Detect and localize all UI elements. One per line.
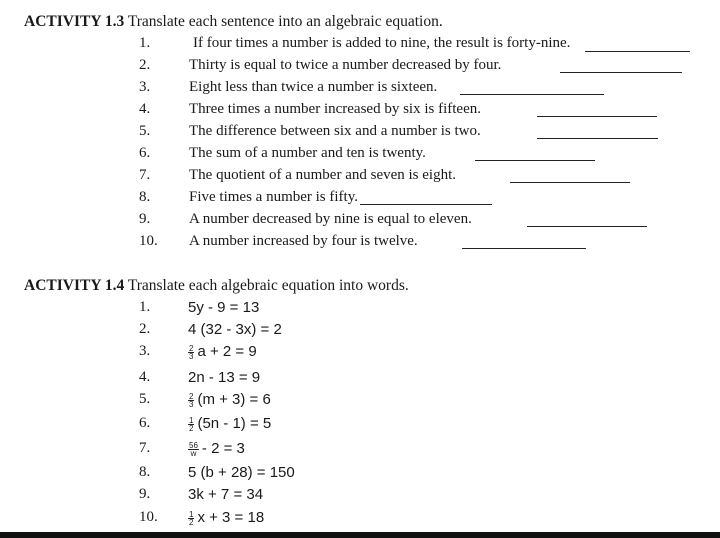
fraction-denominator: w (190, 448, 197, 458)
answer-line[interactable] (475, 160, 595, 161)
fraction (188, 511, 194, 526)
fraction-denominator: 3 (189, 351, 194, 361)
item-number: 2. (139, 57, 151, 73)
list-item (0, 167, 720, 187)
item-number: 9. (139, 211, 151, 227)
fraction-numerator: 1 (189, 415, 194, 425)
fraction (188, 393, 194, 408)
item-number: 9. (139, 486, 151, 502)
fraction-numerator: 2 (189, 391, 194, 401)
answer-line[interactable] (537, 116, 657, 117)
equation: 4 (32 - 3x) = 2 (188, 321, 282, 338)
answer-line[interactable] (360, 204, 492, 205)
list-item (0, 189, 720, 209)
equation-rest: (5n - 1) = 5 (197, 415, 272, 432)
list-item (0, 299, 720, 319)
sentence-text: The difference between six and a number is two. (189, 123, 481, 139)
item-number: 6. (139, 145, 151, 161)
item-number: 4. (139, 369, 151, 385)
sentence-text: Five times a number is fifty. (189, 189, 358, 205)
activity-1-4-label: ACTIVITY 1.4 (24, 277, 125, 294)
list-item (0, 145, 720, 165)
sentence-text: Thirty is equal to twice a number decreased by four. (189, 57, 502, 73)
activity-1-3-instruction: Translate each sentence into an algebraic equation. (127, 13, 443, 30)
answer-line[interactable] (510, 182, 630, 183)
equation: 5 (b + 28) = 150 (188, 464, 295, 481)
item-number: 4. (139, 101, 151, 117)
activity-1-3-heading (24, 13, 443, 31)
answer-line[interactable] (527, 226, 647, 227)
list-item (0, 211, 720, 231)
item-number: 7. (139, 167, 151, 183)
fraction-denominator: 3 (189, 399, 194, 409)
list-item (0, 464, 720, 484)
list-item (0, 123, 720, 143)
list-item (0, 391, 720, 411)
list-item (0, 79, 720, 99)
fraction-numerator: 56 (189, 440, 198, 450)
list-item (0, 233, 720, 253)
fraction (188, 345, 194, 360)
equation: 3k + 7 = 34 (188, 486, 264, 503)
activity-1-4-instruction: Translate each algebraic equation into words. (127, 277, 409, 294)
answer-line[interactable] (560, 72, 682, 73)
activity-1-4-heading (24, 277, 409, 295)
fraction-numerator: 1 (189, 509, 194, 519)
bottom-border (0, 532, 720, 538)
list-item (0, 101, 720, 121)
item-number: 8. (139, 189, 151, 205)
item-number: 8. (139, 464, 151, 480)
answer-line[interactable] (585, 51, 690, 52)
sentence-text: Three times a number increased by six is fifteen. (189, 101, 481, 117)
item-number: 2. (139, 321, 151, 337)
answer-line[interactable] (462, 248, 586, 249)
equation-rest: - 2 = 3 (201, 440, 245, 457)
item-number: 5. (139, 391, 151, 407)
equation-rest: x + 3 = 18 (197, 509, 265, 526)
list-item (0, 486, 720, 506)
item-number: 1. (139, 35, 151, 51)
list-item (0, 509, 720, 529)
list-item (0, 415, 720, 435)
equation-rest: a + 2 = 9 (197, 343, 257, 360)
sentence-text: A number increased by four is twelve. (189, 233, 418, 249)
item-number: 1. (139, 299, 151, 315)
equation (188, 509, 264, 526)
item-number: 7. (139, 440, 151, 456)
list-item (0, 321, 720, 341)
item-number: 10. (139, 233, 158, 249)
list-item (0, 57, 720, 77)
fraction (188, 442, 199, 457)
equation: 5y - 9 = 13 (188, 299, 260, 316)
fraction (188, 417, 194, 432)
item-number: 3. (139, 343, 151, 359)
fraction-denominator: 2 (189, 517, 194, 527)
sentence-text: A number decreased by nine is equal to eleven. (189, 211, 472, 227)
list-item (0, 369, 720, 389)
item-number: 6. (139, 415, 151, 431)
sentence-text: If four times a number is added to nine, the result is forty-nine. (193, 35, 571, 51)
list-item (0, 440, 720, 460)
item-number: 5. (139, 123, 151, 139)
sentence-text: The sum of a number and ten is twenty. (189, 145, 426, 161)
equation (188, 440, 245, 457)
list-item (0, 35, 720, 55)
fraction-denominator: 2 (189, 423, 194, 433)
list-item (0, 343, 720, 363)
sentence-text: The quotient of a number and seven is eight. (189, 167, 457, 183)
answer-line[interactable] (460, 94, 604, 95)
equation (188, 391, 271, 408)
item-number: 3. (139, 79, 151, 95)
answer-line[interactable] (537, 138, 658, 139)
equation-rest: (m + 3) = 6 (197, 391, 271, 408)
sentence-text: Eight less than twice a number is sixteen. (189, 79, 438, 95)
equation (188, 343, 257, 360)
activity-1-3-label: ACTIVITY 1.3 (24, 13, 125, 30)
item-number: 10. (139, 509, 158, 525)
equation: 2n - 13 = 9 (188, 369, 261, 386)
equation (188, 415, 271, 432)
fraction-numerator: 2 (189, 343, 194, 353)
